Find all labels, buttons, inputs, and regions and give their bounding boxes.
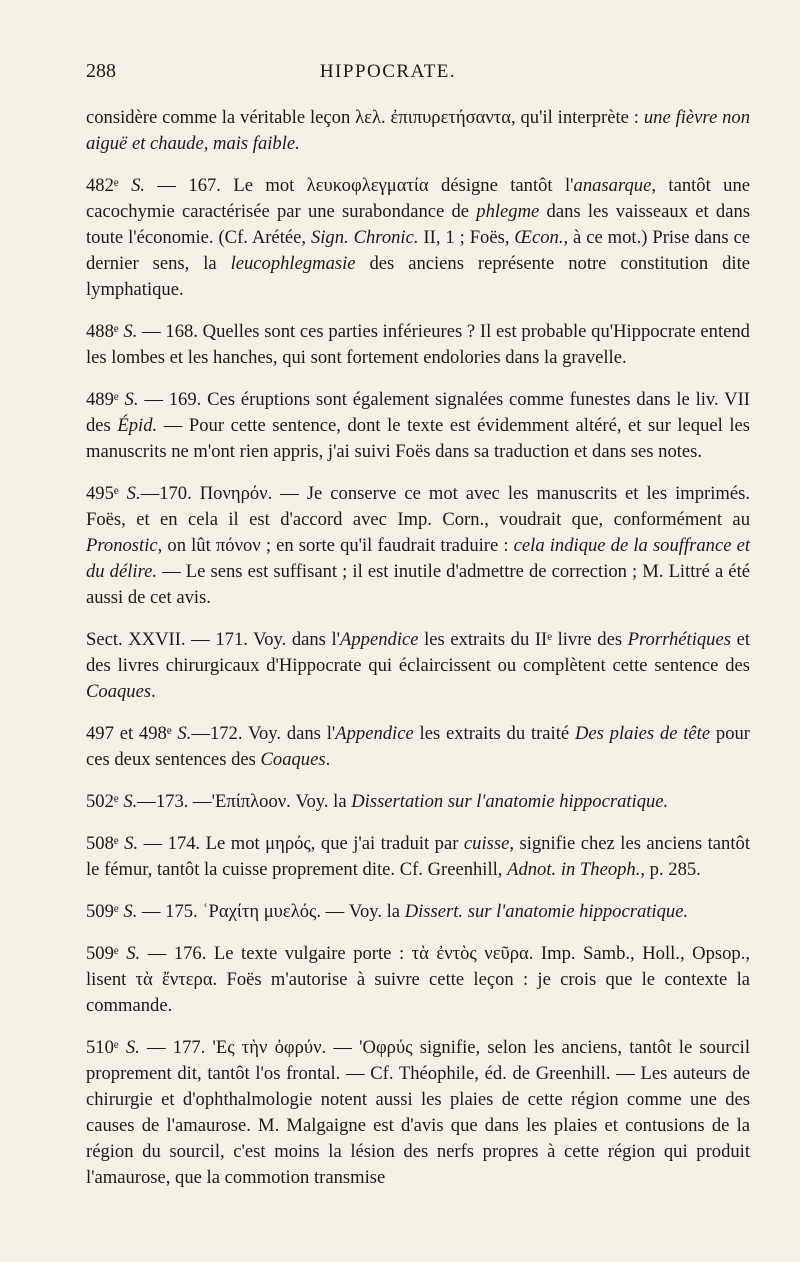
- note-paragraph: [86, 1035, 750, 1191]
- text-run: — 174. Le mot μηρός, que j'ai traduit par: [138, 833, 464, 854]
- note-paragraph: [86, 899, 750, 925]
- text-run: considère comme la véritable leçon λελ. ἐπιπυρετήσαντα, qu'il interprète :: [86, 107, 644, 128]
- note-paragraph: [86, 831, 750, 883]
- italic-text: Œcon.: [514, 227, 564, 248]
- note-paragraph: [86, 941, 750, 1019]
- note-paragraph: [86, 387, 750, 465]
- text-run: — Le sens est suffisant ; il est inutile d'admettre de correction ; M. Littré a été aussi de cet avis.: [86, 561, 750, 608]
- note-reference: 509ᵉ: [86, 901, 124, 922]
- text-run: , p. 285.: [640, 859, 701, 880]
- note-reference: 508ᵉ: [86, 833, 125, 854]
- italic-text: une fièvre non aiguë et chaude, mais faible.: [86, 107, 751, 154]
- italic-text: Appendice: [340, 629, 419, 650]
- continued-paragraph: [86, 105, 750, 157]
- text-run: .: [325, 749, 331, 770]
- italic-text: S.: [123, 791, 138, 812]
- italic-text: cuisse: [463, 833, 510, 854]
- italic-text: Prorrhétiques: [627, 629, 731, 650]
- italic-text: Pronostic: [86, 535, 158, 556]
- note-paragraph: [86, 721, 750, 773]
- text-run: dans les vaisseaux et dans toute l'économie. (Cf. Arétée,: [86, 201, 750, 248]
- text-run: , signifie chez les anciens tantôt le fémur, tantôt la cuisse proprement dite. Cf. Greenhill,: [86, 833, 750, 880]
- note-reference: 489ᵉ: [86, 389, 125, 410]
- text-run: des anciens représente notre constitution dite lymphatique.: [86, 253, 750, 300]
- italic-text: S.: [124, 389, 139, 410]
- text-run: — 167. Le mot λευκοφλεγματία désigne tantôt l': [145, 175, 574, 196]
- text-run: — 175. ʿΡαχίτη μυελός. — Voy. la: [137, 901, 405, 922]
- body-text: [86, 105, 750, 1191]
- text-run: — 169. Ces éruptions sont également signalées comme funestes dans le liv. VII des: [86, 389, 750, 436]
- italic-text: S.: [124, 833, 139, 854]
- italic-text: S.: [123, 901, 138, 922]
- text-run: , tantôt une cacochymie caractérisée par une surabondance de: [86, 175, 750, 222]
- italic-text: S.: [126, 943, 141, 964]
- italic-text: S.: [177, 723, 192, 744]
- note-reference: Sect. XXVII.: [86, 629, 192, 650]
- text-run: pour ces deux sentences des: [86, 723, 751, 770]
- italic-text: leucophlegmasie: [230, 253, 356, 274]
- note-reference: 502ᵉ: [86, 791, 124, 812]
- italic-text: Coaques: [260, 749, 326, 770]
- italic-text: S.: [123, 321, 138, 342]
- page-number: 288: [86, 60, 116, 82]
- text-run: II, 1 ; Foës,: [418, 227, 515, 248]
- italic-text: Des plaies de tête: [574, 723, 711, 744]
- italic-text: Appendice: [335, 723, 414, 744]
- text-run: les extraits du IIᵉ livre des: [418, 629, 628, 650]
- text-run: — 177. 'Ες τὴν ὀφρύν. — 'Οφρύς signifie, selon les anciens, tantôt le sourcil proprement dit, tantôt l'os frontal. — Cf. Théophile, éd. de Greenhill. — Les auteurs de chirurgie et d'ophthalmologie notent aussi les plaies de cette région comme une des causes de l'amaurose. M. Malgaigne est d'avis que dans les plaies et contusions de la région du sourcil, c'est moins la lésion des nerfs propres à cette région qui produit l'amaurose, que la commotion transmise: [86, 1037, 750, 1188]
- text-run: , on lût πόνον ; en sorte qu'il faudrait traduire :: [157, 535, 514, 556]
- note-reference: 509ᵉ: [86, 943, 127, 964]
- note-reference: 482ᵉ: [86, 175, 132, 196]
- note-paragraph: [86, 481, 750, 611]
- italic-text: Dissert. sur l'anatomie hippocratique.: [404, 901, 689, 922]
- text-run: —173. —'Επίπλοον. Voy. la: [137, 791, 352, 812]
- text-run: —170. Πονηρόν. — Je conserve ce mot avec les manuscrits et les imprimés. Foës, et en cela il est d'accord avec Imp. Corn., voudrait que, conformément au: [86, 483, 750, 530]
- italic-text: Dissertation sur l'anatomie hippocratique.: [351, 791, 669, 812]
- italic-text: Épid.: [117, 415, 158, 436]
- note-reference: 488ᵉ: [86, 321, 124, 342]
- italic-text: phlegme: [476, 201, 540, 222]
- note-reference: 497 et 498ᵉ: [86, 723, 178, 744]
- text-run: — 176. Le texte vulgaire porte : τὰ ἐντὸς νεῦρα. Imp. Samb., Holl., Opsop., lisent τὰ ἔντερα. Foës m'autorise à suivre cette leçon : je crois que le contexte la commande.: [86, 943, 750, 1016]
- italic-text: S.: [131, 175, 146, 196]
- note-paragraph: [86, 173, 750, 303]
- text-run: — Pour cette sentence, dont le texte est évidemment altéré, et sur lequel les manuscrits ne m'ont rien appris, j'ai suivi Foës dans sa traduction et dans ses notes.: [86, 415, 751, 462]
- text-run: , à ce mot.) Prise dans ce dernier sens, la: [86, 227, 750, 274]
- page-header: [86, 60, 750, 83]
- text-run: — 168. Quelles sont ces parties inférieures ? Il est probable qu'Hippocrate entend les lombes et les hanches, qui sont fortement endolories dans la gravelle.: [86, 321, 750, 368]
- note-reference: 510ᵉ: [86, 1037, 126, 1058]
- note-paragraph: [86, 789, 750, 815]
- text-run: —172. Voy. dans l': [191, 723, 336, 744]
- text-run: les extraits du traité: [413, 723, 575, 744]
- italic-text: Adnot. in Theoph.: [507, 859, 641, 880]
- running-head: HIPPOCRATE.: [319, 61, 457, 82]
- note-reference: 495ᵉ: [86, 483, 127, 504]
- italic-text: S.: [126, 483, 141, 504]
- text-run: et des livres chirurgicaux d'Hippocrate qui éclaircissent ou complètent cette sentence des: [86, 629, 750, 676]
- note-paragraph: [86, 319, 750, 371]
- italic-text: Coaques: [86, 681, 152, 702]
- text-run: .: [151, 681, 156, 702]
- text-run: — 171. Voy. dans l': [191, 629, 341, 650]
- italic-text: cela indique de la souffrance et du délire.: [86, 535, 750, 582]
- italic-text: Sign. Chronic.: [310, 227, 419, 248]
- italic-text: anasarque: [573, 175, 652, 196]
- italic-text: S.: [125, 1037, 140, 1058]
- note-paragraph: [86, 627, 750, 705]
